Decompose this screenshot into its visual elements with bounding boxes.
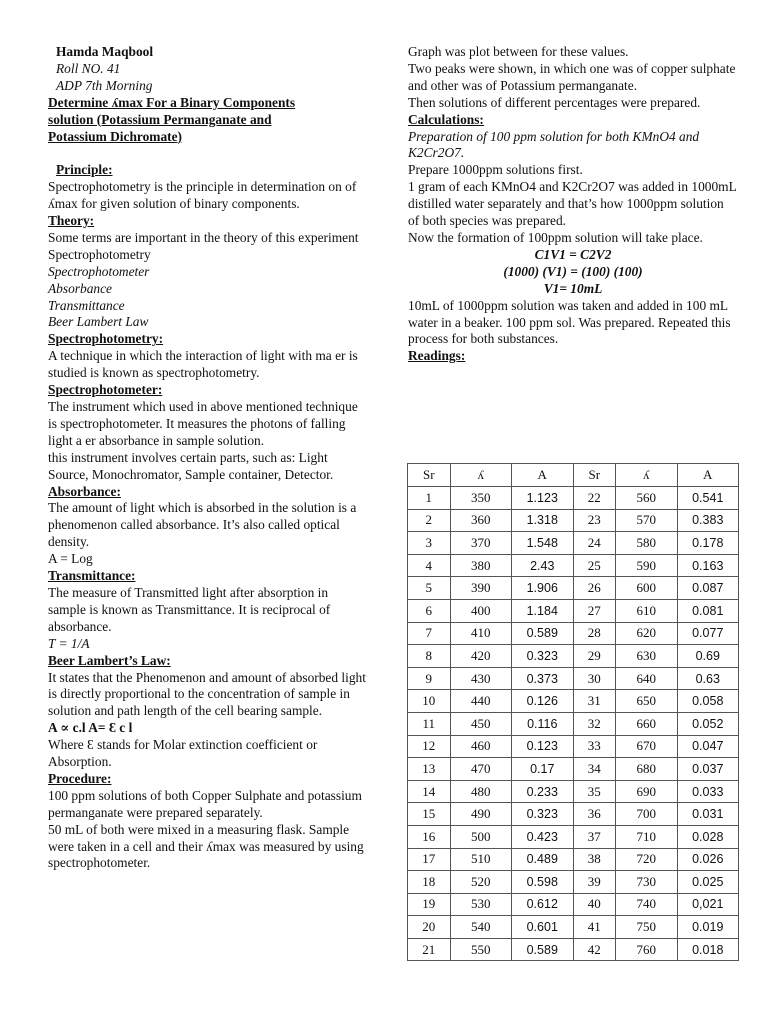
table-row [408, 532, 739, 555]
table-cell: 29 [573, 645, 616, 668]
readings-table [407, 463, 739, 961]
table-cell: 19 [408, 893, 451, 916]
table-cell: 690 [616, 780, 678, 803]
table-cell: 0.077 [677, 622, 739, 645]
table-cell: 0.323 [512, 645, 574, 668]
table-cell: 0.69 [677, 645, 739, 668]
beer-lambert-heading: Beer Lambert’s Law: [48, 652, 171, 668]
table-cell: 0.018 [677, 938, 739, 961]
table-cell: 740 [616, 893, 678, 916]
table-cell: 0.541 [677, 487, 739, 510]
table-cell: 23 [573, 509, 616, 532]
spectrophotometer-heading: Spectrophotometer: [48, 382, 163, 398]
table-cell: 10 [408, 690, 451, 713]
title-line-2: solution (Potassium Permanganate and [48, 111, 272, 127]
table-cell: 24 [573, 532, 616, 555]
title-part-1: Determine [48, 94, 112, 110]
table-row [408, 825, 739, 848]
table-cell: 680 [616, 758, 678, 781]
table-row [408, 780, 739, 803]
table-cell: 6 [408, 599, 451, 622]
table-cell: 2 [408, 509, 451, 532]
table-cell: 390 [450, 577, 512, 600]
table-cell: 430 [450, 667, 512, 690]
table-header-row [408, 464, 739, 487]
table-cell: 760 [616, 938, 678, 961]
table-cell: 710 [616, 825, 678, 848]
table-cell: 560 [616, 487, 678, 510]
table-cell: 26 [573, 577, 616, 600]
preparation-100ppm: Preparation of 100 ppm solution for both KMnO4 and K2Cr2O7. [408, 128, 700, 161]
percentages-text: Then solutions of different percentages were prepared. [408, 94, 701, 110]
table-row [408, 577, 739, 600]
table-cell: 0,021 [677, 893, 739, 916]
table-cell: 630 [616, 645, 678, 668]
table-cell: 42 [573, 938, 616, 961]
absorbance-text: The amount of light which is absorbed in the solution is a phenomenon called absorbance. It’s also called optical density. [48, 500, 357, 550]
table-cell: 0.052 [677, 712, 739, 735]
table-cell: 0.163 [677, 554, 739, 577]
table-cell: 0.026 [677, 848, 739, 871]
table-cell: 0.087 [677, 577, 739, 600]
header-lambda: ʎ [450, 464, 512, 487]
table-cell: 13 [408, 758, 451, 781]
table-cell: 0.037 [677, 758, 739, 781]
table-row [408, 667, 739, 690]
table-cell: 480 [450, 780, 512, 803]
table-cell: 41 [573, 916, 616, 939]
class-info: ADP 7th Morning [56, 77, 153, 93]
table-cell: 400 [450, 599, 512, 622]
table-cell: 32 [573, 712, 616, 735]
table-cell: 0.383 [677, 509, 739, 532]
title-part-2: For a Binary Components [142, 94, 296, 110]
table-cell: 27 [573, 599, 616, 622]
table-cell: 700 [616, 803, 678, 826]
table-cell: 25 [573, 554, 616, 577]
table-cell: 0.589 [512, 938, 574, 961]
procedure-text-2: 50 mL of both were mixed in a measuring flask. Sample were taken in a cell and their ʎmax was measured by using spectrophotometer. [48, 821, 364, 871]
table-cell: 0.126 [512, 690, 574, 713]
table-row [408, 509, 739, 532]
table-row [408, 645, 739, 668]
table-row [408, 735, 739, 758]
principle-text: Spectrophotometry is the principle in determination on of ʎmax for given solution of binary components. [48, 179, 357, 212]
table-cell: 350 [450, 487, 512, 510]
gram-text: 1 gram of each KMnO4 and K2Cr2O7 was added in 1000mL distilled water separately and that’s how 1000ppm solution of both species was prepared. [408, 179, 737, 229]
table-cell: 11 [408, 712, 451, 735]
table-cell: 600 [616, 577, 678, 600]
beer-lambert-formula: A ∝ c.l A= Ɛ c l [48, 720, 133, 736]
title-lambda: ʎmax [111, 94, 143, 110]
table-row [408, 554, 739, 577]
table-cell: 33 [573, 735, 616, 758]
table-cell: 0.489 [512, 848, 574, 871]
table-cell: 650 [616, 690, 678, 713]
transmittance-text: The measure of Transmitted light after absorption in sample is known as Transmittance. It is reciprocal of absorbance. [48, 584, 331, 634]
table-cell: 30 [573, 667, 616, 690]
table-cell: 670 [616, 735, 678, 758]
table-cell: 540 [450, 916, 512, 939]
equation-3: V1= 10mL [543, 280, 603, 296]
table-cell: 620 [616, 622, 678, 645]
table-cell: 0.058 [677, 690, 739, 713]
table-row [408, 848, 739, 871]
prepare-1000ppm: Prepare 1000ppm solutions first. [408, 162, 583, 178]
table-cell: 550 [450, 938, 512, 961]
spectrophotometry-text: A technique in which the interaction of light with ma er is studied is known as spectrophotometry. [48, 348, 358, 381]
page-title [48, 95, 368, 112]
table-cell: 37 [573, 825, 616, 848]
table-cell: 28 [573, 622, 616, 645]
table-row [408, 938, 739, 961]
formation-text: Now the formation of 100ppm solution will take place. [408, 229, 703, 245]
table-row [408, 599, 739, 622]
table-row [408, 622, 739, 645]
principle-heading: Principle: [56, 162, 113, 178]
table-cell: 530 [450, 893, 512, 916]
header-lambda: ʎ [616, 464, 678, 487]
table-cell: 0.373 [512, 667, 574, 690]
graph-text: Graph was plot between for these values. [408, 44, 629, 59]
table-cell: 580 [616, 532, 678, 555]
table-cell: 0.047 [677, 735, 739, 758]
table-cell: 17 [408, 848, 451, 871]
table-cell: 35 [573, 780, 616, 803]
table-cell: 660 [616, 712, 678, 735]
readings-heading: Readings: [408, 348, 466, 364]
table-cell: 0.033 [677, 780, 739, 803]
author-name: Hamda Maqbool [56, 44, 154, 59]
right-column [408, 44, 738, 365]
header-absorbance: A [677, 464, 739, 487]
term-item: Beer Lambert Law [48, 314, 149, 330]
header-sr: Sr [408, 464, 451, 487]
spectrophotometry-heading: Spectrophotometry: [48, 331, 164, 347]
transmittance-formula: T = 1/A [48, 635, 90, 651]
table-row [408, 690, 739, 713]
table-cell: 720 [616, 848, 678, 871]
table-cell: 36 [573, 803, 616, 826]
table-cell: 14 [408, 780, 451, 803]
table-cell: 39 [573, 871, 616, 894]
title-line-3: Potassium Dichromate) [48, 128, 183, 144]
theory-text: Some terms are important in the theory of this experiment Spectrophotometry [48, 229, 359, 262]
table-cell: 2.43 [512, 554, 574, 577]
table-cell: 440 [450, 690, 512, 713]
table-cell: 570 [616, 509, 678, 532]
table-cell: 31 [573, 690, 616, 713]
table-cell: 20 [408, 916, 451, 939]
table-cell: 370 [450, 532, 512, 555]
table-cell: 490 [450, 803, 512, 826]
table-cell: 1 [408, 487, 451, 510]
table-cell: 0.123 [512, 735, 574, 758]
table-cell: 0.178 [677, 532, 739, 555]
table-cell: 500 [450, 825, 512, 848]
table-cell: 1.184 [512, 599, 574, 622]
table-cell: 40 [573, 893, 616, 916]
table-row [408, 803, 739, 826]
table-cell: 5 [408, 577, 451, 600]
table-cell: 0.233 [512, 780, 574, 803]
table-cell: 38 [573, 848, 616, 871]
table-row [408, 916, 739, 939]
term-item: Absorbance [48, 280, 112, 296]
table-cell: 520 [450, 871, 512, 894]
table-cell: 590 [616, 554, 678, 577]
left-column [48, 44, 368, 872]
table-cell: 12 [408, 735, 451, 758]
table-cell: 0.031 [677, 803, 739, 826]
table-cell: 0.323 [512, 803, 574, 826]
header-sr: Sr [573, 464, 616, 487]
table-cell: 460 [450, 735, 512, 758]
table-cell: 420 [450, 645, 512, 668]
spectrophotometer-text: The instrument which used in above mentioned technique is spectrophotometer. It measures the photons of falling light a er absorbance in sample solution. [48, 399, 358, 448]
term-item: Transmittance [48, 297, 125, 313]
calculations-heading: Calculations: [408, 111, 484, 127]
equation-1: C1V1 = C2V2 [534, 246, 612, 262]
peaks-text: Two peaks were shown, in which one was of copper sulphate and other was of Potassium permanganate. [408, 60, 736, 93]
table-cell: 510 [450, 848, 512, 871]
theory-heading: Theory: [48, 213, 95, 229]
table-cell: 4 [408, 554, 451, 577]
table-cell: 0.589 [512, 622, 574, 645]
table-cell: 0.423 [512, 825, 574, 848]
table-cell: 16 [408, 825, 451, 848]
table-cell: 0.081 [677, 599, 739, 622]
beer-lambert-text: It states that the Phenomenon and amount of absorbed light is directly proportional to the concentration of sample in solution and path length of the cell bearing sample. [48, 669, 366, 719]
absorbance-heading: Absorbance: [48, 483, 121, 499]
transmittance-heading: Transmittance: [48, 568, 136, 584]
table-cell: 750 [616, 916, 678, 939]
table-cell: 0.601 [512, 916, 574, 939]
table-cell: 1.123 [512, 487, 574, 510]
table-cell: 0.612 [512, 893, 574, 916]
table-cell: 360 [450, 509, 512, 532]
table-row [408, 758, 739, 781]
table-row [408, 712, 739, 735]
roll-number: Roll NO. 41 [56, 60, 121, 76]
table-cell: 610 [616, 599, 678, 622]
table-cell: 0.17 [512, 758, 574, 781]
table-cell: 470 [450, 758, 512, 781]
table-cell: 9 [408, 667, 451, 690]
table-cell: 18 [408, 871, 451, 894]
table-body [408, 487, 739, 961]
header-absorbance: A [512, 464, 574, 487]
term-item: Spectrophotometer [48, 263, 150, 279]
table-cell: 0.028 [677, 825, 739, 848]
table-cell: 0.598 [512, 871, 574, 894]
table-cell: 3 [408, 532, 451, 555]
table-cell: 380 [450, 554, 512, 577]
procedure-text-1: 100 ppm solutions of both Copper Sulphate and potassium permanganate were prepared separately. [48, 787, 362, 820]
table-row [408, 871, 739, 894]
table-cell: 640 [616, 667, 678, 690]
absorbance-formula: A = Log [48, 551, 93, 567]
table-cell: 21 [408, 938, 451, 961]
table-cell: 0.025 [677, 871, 739, 894]
instrument-parts-text: this instrument involves certain parts, such as: Light Source, Monochromator, Sample container, Detector. [48, 449, 334, 482]
table-cell: 7 [408, 622, 451, 645]
beer-lambert-where: Where Ɛ stands for Molar extinction coefficient or Absorption. [48, 737, 318, 770]
procedure-heading: Procedure: [48, 770, 112, 786]
table-cell: 0.019 [677, 916, 739, 939]
table-cell: 8 [408, 645, 451, 668]
dilution-text: 10mL of 1000ppm solution was taken and added in 100 mL water in a beaker. 100 ppm sol. Was prepared. Repeated this process for both substances. [408, 297, 731, 347]
table-cell: 0.63 [677, 667, 739, 690]
table-cell: 1.318 [512, 509, 574, 532]
table-cell: 1.906 [512, 577, 574, 600]
table-cell: 22 [573, 487, 616, 510]
table-cell: 410 [450, 622, 512, 645]
table-cell: 0.116 [512, 712, 574, 735]
table-row [408, 893, 739, 916]
table-cell: 730 [616, 871, 678, 894]
table-row [408, 487, 739, 510]
table-cell: 450 [450, 712, 512, 735]
table-cell: 15 [408, 803, 451, 826]
table-cell: 1.548 [512, 532, 574, 555]
table-cell: 34 [573, 758, 616, 781]
equation-2: (1000) (V1) = (100) (100) [503, 263, 643, 279]
